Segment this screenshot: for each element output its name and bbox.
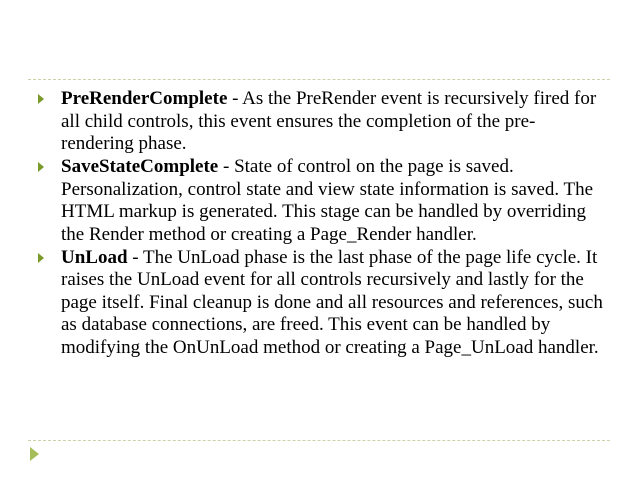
- bullet-list: [38, 88, 604, 360]
- bullet-term: SaveStateComplete: [61, 156, 219, 177]
- bullet-separator: -: [218, 156, 235, 177]
- bullet-text: As the PreRender event is recursively fired for all child controls, this event ensures the completion of the pre-rendering phase.: [61, 88, 597, 154]
- bullet-item-prerendercomplete: [38, 88, 604, 156]
- triangle-bullet-icon: [38, 94, 44, 104]
- triangle-arrow-icon: [30, 447, 39, 461]
- bullet-text: State of control on the page is saved. Personalization, control state and view state information is saved. The HTML markup is generated. This stage can be handled by overriding the Render method or creating a Page_Render handler.: [61, 156, 594, 245]
- bullet-separator: -: [127, 246, 144, 268]
- bullet-separator: -: [227, 88, 243, 109]
- bullet-item-savestatecomplete: [38, 156, 604, 246]
- bottom-divider: [28, 440, 610, 441]
- triangle-bullet-icon: [38, 253, 44, 263]
- bullet-term: PreRenderComplete: [61, 88, 228, 109]
- triangle-bullet-icon: [38, 162, 44, 172]
- top-divider: [28, 79, 610, 80]
- bullet-term: UnLoad: [61, 246, 128, 268]
- bullet-text: The UnLoad phase is the last phase of the page life cycle. It raises the UnLoad event for all controls recursively and lastly for the page itself. Final cleanup is done and all resources and references, such as database connections, are freed. This event can be handled by modifying the OnUnLoad method or creating a Page_UnLoad handler.: [61, 246, 603, 358]
- bullet-item-unload: [38, 247, 604, 360]
